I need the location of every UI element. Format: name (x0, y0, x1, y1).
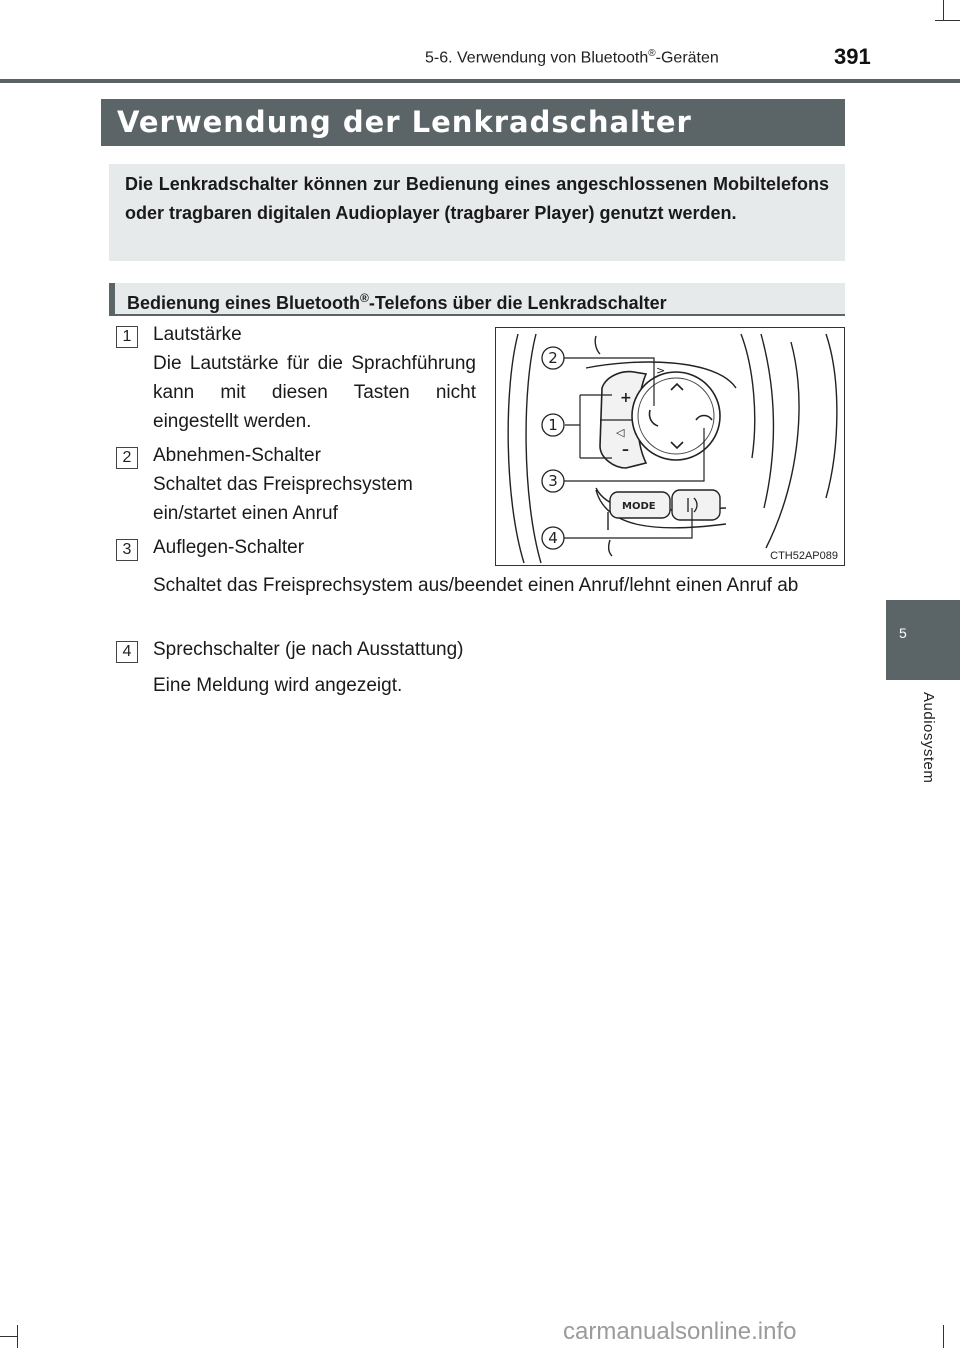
sub-heading: Bedienung eines Bluetooth®-Telefons über die Lenkradschalter (109, 283, 845, 316)
item-title: Abnehmen-Schalter (153, 445, 321, 466)
page-number: 391 (834, 44, 871, 69)
item-number: 4 (116, 641, 138, 663)
steering-switch-figure (495, 327, 845, 566)
wheel-rim-outer-icon (508, 334, 524, 563)
crop-mark (943, 1325, 944, 1348)
steering-wheel-illustration (496, 328, 844, 565)
item-number: 3 (116, 539, 138, 561)
intro-text: Die Lenkradschalter können zur Bedienung eines angeschlossenen Mobiltelefons oder tragbaren digitalen Audioplayer (tragbarer Player) genutzt werden. (109, 164, 845, 261)
chapter-label: Audiosystem (920, 692, 937, 784)
page-title: Verwendung der Lenkradschalter (101, 99, 845, 146)
svg-text:◁: ◁ (616, 426, 625, 439)
chapter-tab (886, 600, 960, 680)
mode-label: MODE (622, 501, 656, 512)
watermark: carmanualsonline.info (563, 1318, 797, 1345)
callout-label: 2 (548, 349, 558, 367)
talk-switch-icon (672, 490, 720, 520)
item-title: Auflegen-Schalter (153, 537, 305, 558)
chapter-number: 5 (899, 625, 907, 641)
callout-label: 4 (548, 529, 558, 547)
item-number: 1 (116, 326, 138, 348)
item-description: Schaltet das Freisprechsystem aus/beendet einen Anruf/lehnt einen Anruf ab (153, 575, 799, 596)
item-number: 2 (116, 447, 138, 469)
item-description: Eine Meldung wird angezeigt. (153, 675, 403, 696)
svg-text:>: > (656, 364, 666, 377)
item-description: Die Lautstärke für die Sprachführung kann mit diesen Tasten nicht eingestellt werden. (153, 353, 476, 432)
volume-up-label: + (620, 390, 632, 406)
item-description: Schaltet das Freisprechsystem ein/startet einen Anruf (153, 474, 413, 524)
item-title: Sprechschalter (je nach Ausstattung) (153, 639, 464, 660)
section-header: 5-6. Verwendung von Bluetooth®-Geräten (425, 48, 719, 67)
crop-mark (935, 20, 960, 21)
header-rule (0, 79, 960, 83)
item-title: Lautstärke (153, 324, 242, 345)
figure-code: CTH52AP089 (770, 550, 838, 562)
callout-label: 1 (548, 416, 558, 434)
callout-label: 3 (548, 472, 558, 490)
crop-mark (17, 1325, 18, 1348)
volume-down-label: – (622, 442, 629, 458)
crop-mark (0, 1336, 18, 1337)
crop-mark (943, 0, 944, 20)
